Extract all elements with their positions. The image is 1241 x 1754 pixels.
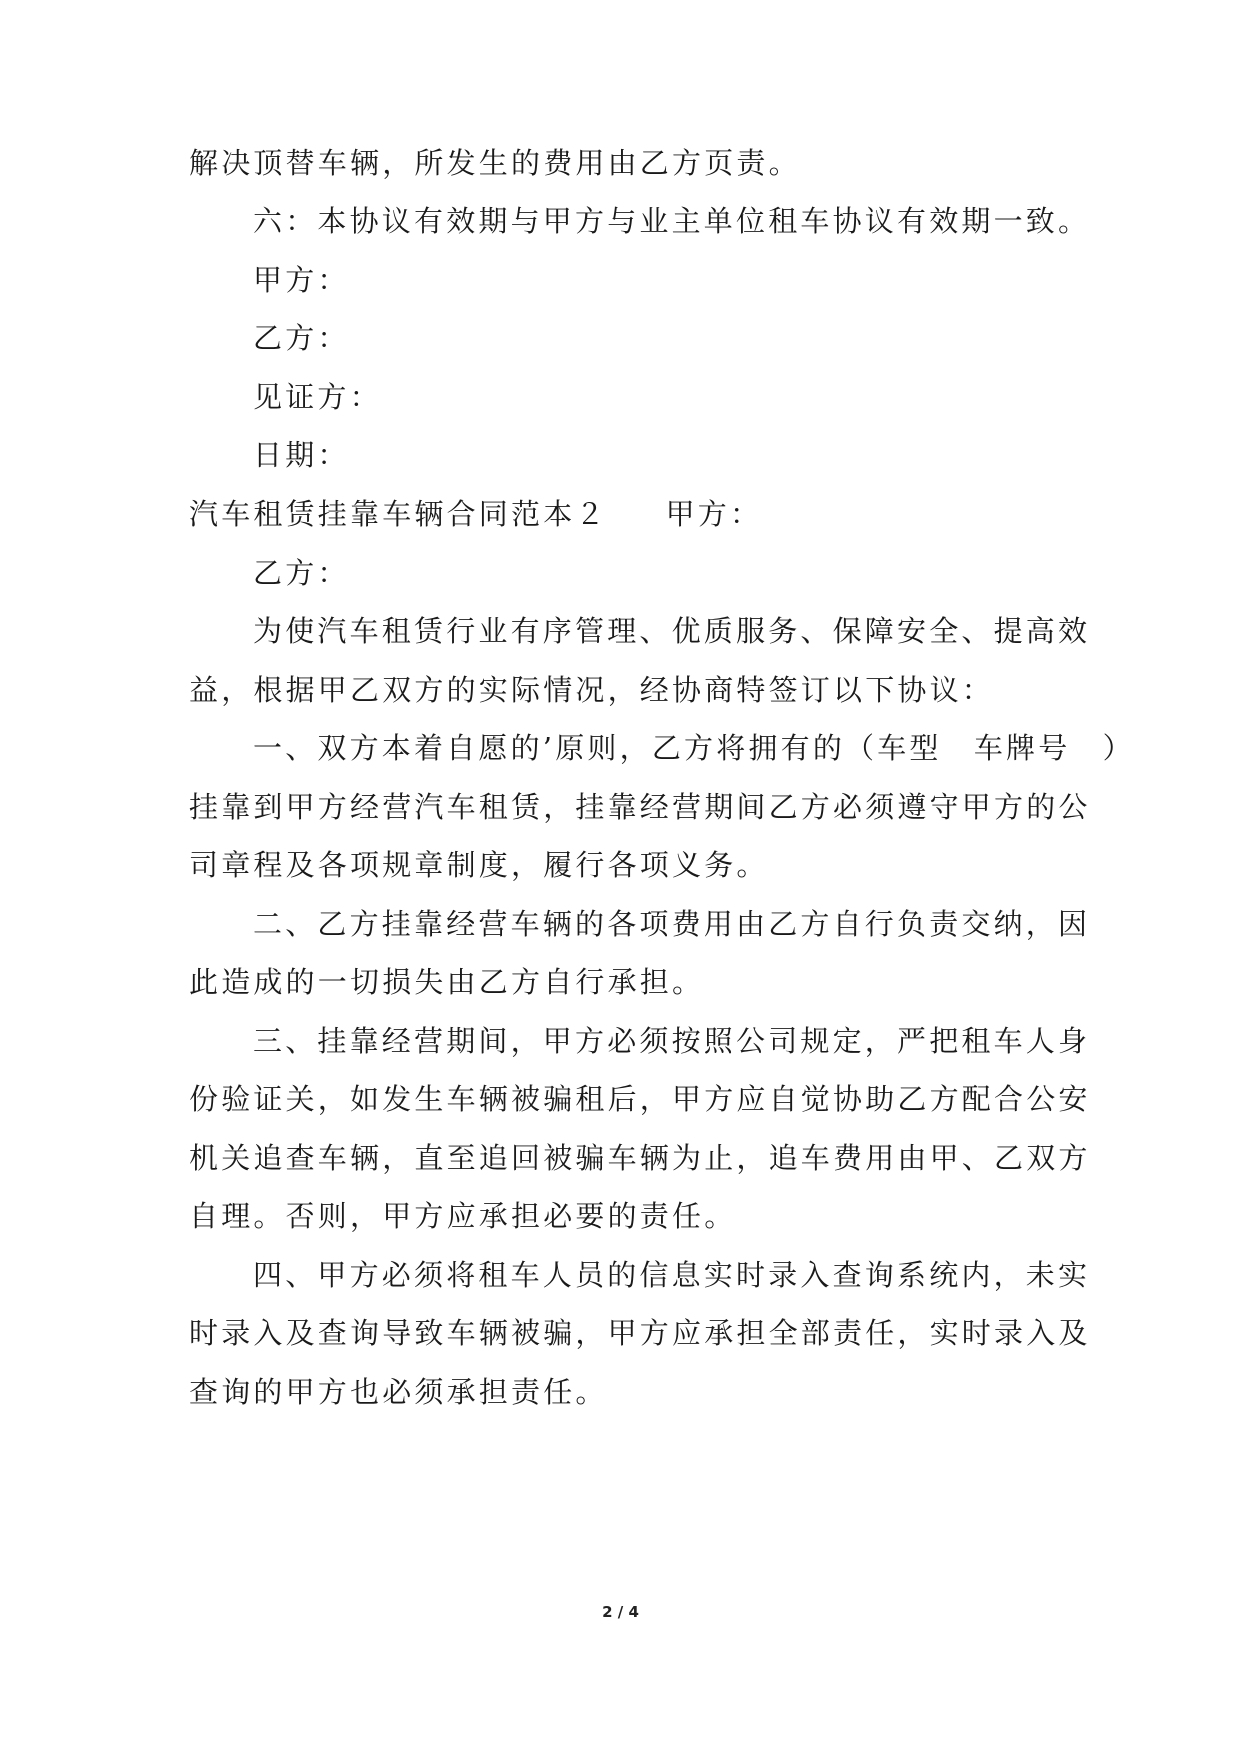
text-line: 四、甲方必须将租车人员的信息实时录入查询系统内，未实 <box>253 1258 1091 1292</box>
page-number: 2 / 4 <box>602 1603 639 1621</box>
text-line: 一、双方本着自愿的’原则，乙方将拥有的（车型 车牌号 ） <box>253 731 1135 765</box>
text-line: 机关追查车辆，直至追回被骗车辆为止，追车费用由甲、乙双方 <box>189 1141 1091 1175</box>
text-line: 益，根据甲乙双方的实际情况，经协商特签订以下协议： <box>189 673 995 707</box>
text-line: 三、挂靠经营期间，甲方必须按照公司规定，严把租车人身 <box>253 1024 1091 1058</box>
text-line: 二、乙方挂靠经营车辆的各项费用由乙方自行负责交纳，因 <box>253 907 1091 941</box>
text-line: 查询的甲方也必须承担责任。 <box>189 1375 608 1409</box>
text-line: 见证方： <box>253 380 382 414</box>
text-line: 司章程及各项规章制度，履行各项义务。 <box>189 848 769 882</box>
text-line: 乙方： <box>253 321 350 355</box>
text-line: 份验证关，如发生车辆被骗租后，甲方应自觉协助乙方配合公安 <box>189 1082 1091 1116</box>
text-line: 解决顶替车辆，所发生的费用由乙方页责。 <box>189 146 801 180</box>
text-line: 乙方： <box>253 556 350 590</box>
text-line: 自理。否则，甲方应承担必要的责任。 <box>189 1199 737 1233</box>
text-line: 六：本协议有效期与甲方与业主单位租车协议有效期一致。 <box>253 204 1091 238</box>
text-line: 日期： <box>253 438 350 472</box>
text-line: 甲方： <box>665 497 763 531</box>
text-line: 甲方： <box>253 263 350 297</box>
text-line: 此造成的一切损失由乙方自行承担。 <box>189 965 705 999</box>
section-title: 汽车租赁挂靠车辆合同范本２ <box>189 497 608 531</box>
text-line: 时录入及查询导致车辆被骗，甲方应承担全部责任，实时录入及 <box>189 1316 1091 1350</box>
section-title-line <box>189 494 762 534</box>
text-line: 挂靠到甲方经营汽车租赁，挂靠经营期间乙方必须遵守甲方的公 <box>189 790 1091 824</box>
text-line: 为使汽车租赁行业有序管理、优质服务、保障安全、提高效 <box>253 614 1091 648</box>
